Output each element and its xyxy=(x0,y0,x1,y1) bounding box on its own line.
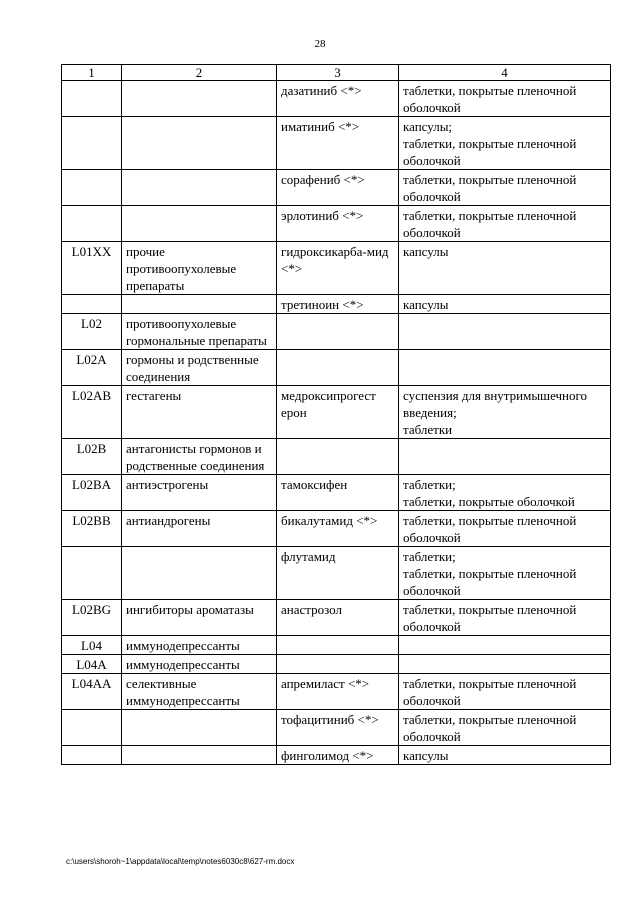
dosage-form-cell xyxy=(399,547,611,600)
dosage-form-cell xyxy=(399,636,611,655)
drug-name-cell xyxy=(277,511,399,547)
group-name-cell-text: антагонисты гормонов и родственные соединения xyxy=(126,441,265,473)
table-row xyxy=(62,439,611,475)
ath-code-cell xyxy=(62,81,122,117)
ath-code-cell xyxy=(62,636,122,655)
dosage-form-cell xyxy=(399,710,611,746)
table-row xyxy=(62,117,611,170)
table-body xyxy=(62,81,611,765)
table-row xyxy=(62,600,611,636)
group-name-cell-text: антиандрогены xyxy=(126,513,211,528)
drug-name-cell-text: финголимод <*> xyxy=(281,748,374,763)
ath-code-cell-text: L04AA xyxy=(71,676,112,691)
drug-name-cell xyxy=(277,242,399,295)
ath-code-cell-text: L04A xyxy=(76,657,107,672)
dosage-form-cell xyxy=(399,242,611,295)
group-name-cell-text: иммунодепрессанты xyxy=(126,638,240,653)
group-name-cell-text: антиэстрогены xyxy=(126,477,209,492)
drug-name-cell xyxy=(277,206,399,242)
ath-code-cell xyxy=(62,547,122,600)
drug-name-cell-text: анастрозол xyxy=(281,602,342,617)
drug-name-cell xyxy=(277,439,399,475)
group-name-cell xyxy=(122,746,277,765)
dosage-form-cell-text: капсулы xyxy=(403,297,449,312)
group-name-cell xyxy=(122,386,277,439)
drug-name-cell-text: сорафениб <*> xyxy=(281,172,365,187)
table-row xyxy=(62,511,611,547)
drug-name-cell-text: тамоксифен xyxy=(281,477,348,492)
drug-name-cell xyxy=(277,600,399,636)
ath-code-cell-text: L02 xyxy=(81,316,102,331)
group-name-cell xyxy=(122,81,277,117)
ath-code-cell xyxy=(62,475,122,511)
drug-name-cell xyxy=(277,674,399,710)
ath-code-cell-text: L01XX xyxy=(71,244,112,259)
drug-name-cell xyxy=(277,314,399,350)
ath-code-cell xyxy=(62,655,122,674)
group-name-cell-text: прочие противоопухолевые препараты xyxy=(126,244,237,293)
drug-name-cell-text: апремиласт <*> xyxy=(281,676,370,691)
ath-code-cell-text: L02B xyxy=(76,441,107,456)
dosage-form-cell-text: капсулы xyxy=(403,244,449,259)
ath-code-cell xyxy=(62,314,122,350)
group-name-cell xyxy=(122,117,277,170)
page-number: 28 xyxy=(314,38,326,50)
drug-name-cell xyxy=(277,117,399,170)
ath-code-cell xyxy=(62,746,122,765)
table-row xyxy=(62,314,611,350)
ath-code-cell-text: L02BA xyxy=(72,477,111,492)
dosage-form-cell-text: таблетки, покрытые пленочной оболочкой xyxy=(403,676,577,708)
dosage-form-cell xyxy=(399,674,611,710)
drug-name-cell xyxy=(277,350,399,386)
drug-name-cell-text: дазатиниб <*> xyxy=(281,83,362,98)
group-name-cell-text: противоопухолевые гормональные препараты xyxy=(126,316,267,348)
table-row xyxy=(62,206,611,242)
table-row xyxy=(62,710,611,746)
group-name-cell xyxy=(122,600,277,636)
group-name-cell xyxy=(122,295,277,314)
ath-code-cell xyxy=(62,439,122,475)
group-name-cell-text: гормоны и родственные соединения xyxy=(126,352,259,384)
drug-table xyxy=(61,64,611,765)
dosage-form-cell xyxy=(399,655,611,674)
ath-code-cell xyxy=(62,117,122,170)
drug-name-cell-text: гидроксикарба-мид <*> xyxy=(281,244,389,276)
drug-name-cell xyxy=(277,636,399,655)
dosage-form-cell-text: таблетки, покрытые пленочной оболочкой xyxy=(403,172,577,204)
group-name-cell xyxy=(122,511,277,547)
table-row xyxy=(62,636,611,655)
column-header: 4 xyxy=(399,65,611,81)
footer-file-path: c:\users\shoroh~1\appdata\local\temp\notes6030c8\627-rm.docx xyxy=(66,857,295,866)
ath-code-cell xyxy=(62,295,122,314)
column-header: 2 xyxy=(122,65,277,81)
group-name-cell xyxy=(122,350,277,386)
ath-code-cell xyxy=(62,511,122,547)
column-header: 3 xyxy=(277,65,399,81)
table-row xyxy=(62,242,611,295)
group-name-cell xyxy=(122,314,277,350)
ath-code-cell-text: L02BB xyxy=(72,513,111,528)
drug-name-cell xyxy=(277,746,399,765)
dosage-form-cell xyxy=(399,386,611,439)
table-row xyxy=(62,170,611,206)
table-row xyxy=(62,475,611,511)
table-row xyxy=(62,350,611,386)
dosage-form-cell xyxy=(399,439,611,475)
dosage-form-cell xyxy=(399,206,611,242)
dosage-form-cell xyxy=(399,746,611,765)
drug-name-cell xyxy=(277,386,399,439)
ath-code-cell xyxy=(62,710,122,746)
ath-code-cell-text: L04 xyxy=(81,638,102,653)
drug-name-cell-text: эрлотиниб <*> xyxy=(281,208,364,223)
ath-code-cell xyxy=(62,674,122,710)
group-name-cell-text: иммунодепрессанты xyxy=(126,657,240,672)
group-name-cell xyxy=(122,206,277,242)
table-row xyxy=(62,386,611,439)
group-name-cell-text: селективные иммунодепрессанты xyxy=(126,676,240,708)
dosage-form-cell xyxy=(399,350,611,386)
table-row xyxy=(62,674,611,710)
dosage-form-cell xyxy=(399,511,611,547)
dosage-form-cell-text: капсулы xyxy=(403,748,449,763)
ath-code-cell-text: L02AB xyxy=(72,388,111,403)
dosage-form-cell-text: таблетки, покрытые пленочной оболочкой xyxy=(403,208,577,240)
drug-name-cell xyxy=(277,295,399,314)
dosage-form-cell-text: таблетки; таблетки, покрытые оболочкой xyxy=(403,477,575,509)
table-row xyxy=(62,81,611,117)
dosage-form-cell-text: таблетки, покрытые пленочной оболочкой xyxy=(403,712,577,744)
drug-name-cell-text: бикалутамид <*> xyxy=(281,513,378,528)
drug-name-cell xyxy=(277,170,399,206)
dosage-form-cell xyxy=(399,81,611,117)
ath-code-cell xyxy=(62,242,122,295)
group-name-cell xyxy=(122,475,277,511)
table-row xyxy=(62,655,611,674)
group-name-cell xyxy=(122,710,277,746)
column-header: 1 xyxy=(62,65,122,81)
dosage-form-cell-text: таблетки; таблетки, покрытые пленочной оболочкой xyxy=(403,549,577,598)
drug-name-cell-text: флутамид xyxy=(281,549,336,564)
ath-code-cell xyxy=(62,170,122,206)
dosage-form-cell xyxy=(399,295,611,314)
drug-name-cell-text: третиноин <*> xyxy=(281,297,364,312)
dosage-form-cell-text: таблетки, покрытые пленочной оболочкой xyxy=(403,513,577,545)
dosage-form-cell-text: таблетки, покрытые пленочной оболочкой xyxy=(403,602,577,634)
ath-code-cell xyxy=(62,600,122,636)
group-name-cell xyxy=(122,547,277,600)
group-name-cell xyxy=(122,674,277,710)
group-name-cell xyxy=(122,655,277,674)
group-name-cell xyxy=(122,439,277,475)
dosage-form-cell xyxy=(399,600,611,636)
dosage-form-cell-text: капсулы; таблетки, покрытые пленочной оболочкой xyxy=(403,119,577,168)
dosage-form-cell xyxy=(399,117,611,170)
drug-name-cell xyxy=(277,655,399,674)
table-row xyxy=(62,295,611,314)
drug-name-cell-text: медроксипрогест ерон xyxy=(281,388,376,420)
dosage-form-cell xyxy=(399,170,611,206)
table-row xyxy=(62,746,611,765)
group-name-cell xyxy=(122,636,277,655)
dosage-form-cell-text: таблетки, покрытые пленочной оболочкой xyxy=(403,83,577,115)
dosage-form-cell-text: суспензия для внутримышечного введения; таблетки xyxy=(403,388,588,437)
dosage-form-cell xyxy=(399,475,611,511)
table-row xyxy=(62,547,611,600)
group-name-cell-text: ингибиторы ароматазы xyxy=(126,602,254,617)
drug-name-cell xyxy=(277,547,399,600)
ath-code-cell xyxy=(62,206,122,242)
drug-name-cell xyxy=(277,710,399,746)
table-header-row xyxy=(62,65,611,81)
drug-name-cell xyxy=(277,81,399,117)
group-name-cell-text: гестагены xyxy=(126,388,182,403)
ath-code-cell xyxy=(62,350,122,386)
dosage-form-cell xyxy=(399,314,611,350)
group-name-cell xyxy=(122,242,277,295)
drug-name-cell xyxy=(277,475,399,511)
ath-code-cell xyxy=(62,386,122,439)
group-name-cell xyxy=(122,170,277,206)
ath-code-cell-text: L02BG xyxy=(72,602,111,617)
ath-code-cell-text: L02A xyxy=(76,352,107,367)
drug-name-cell-text: иматиниб <*> xyxy=(281,119,360,134)
drug-name-cell-text: тофацитиниб <*> xyxy=(281,712,379,727)
